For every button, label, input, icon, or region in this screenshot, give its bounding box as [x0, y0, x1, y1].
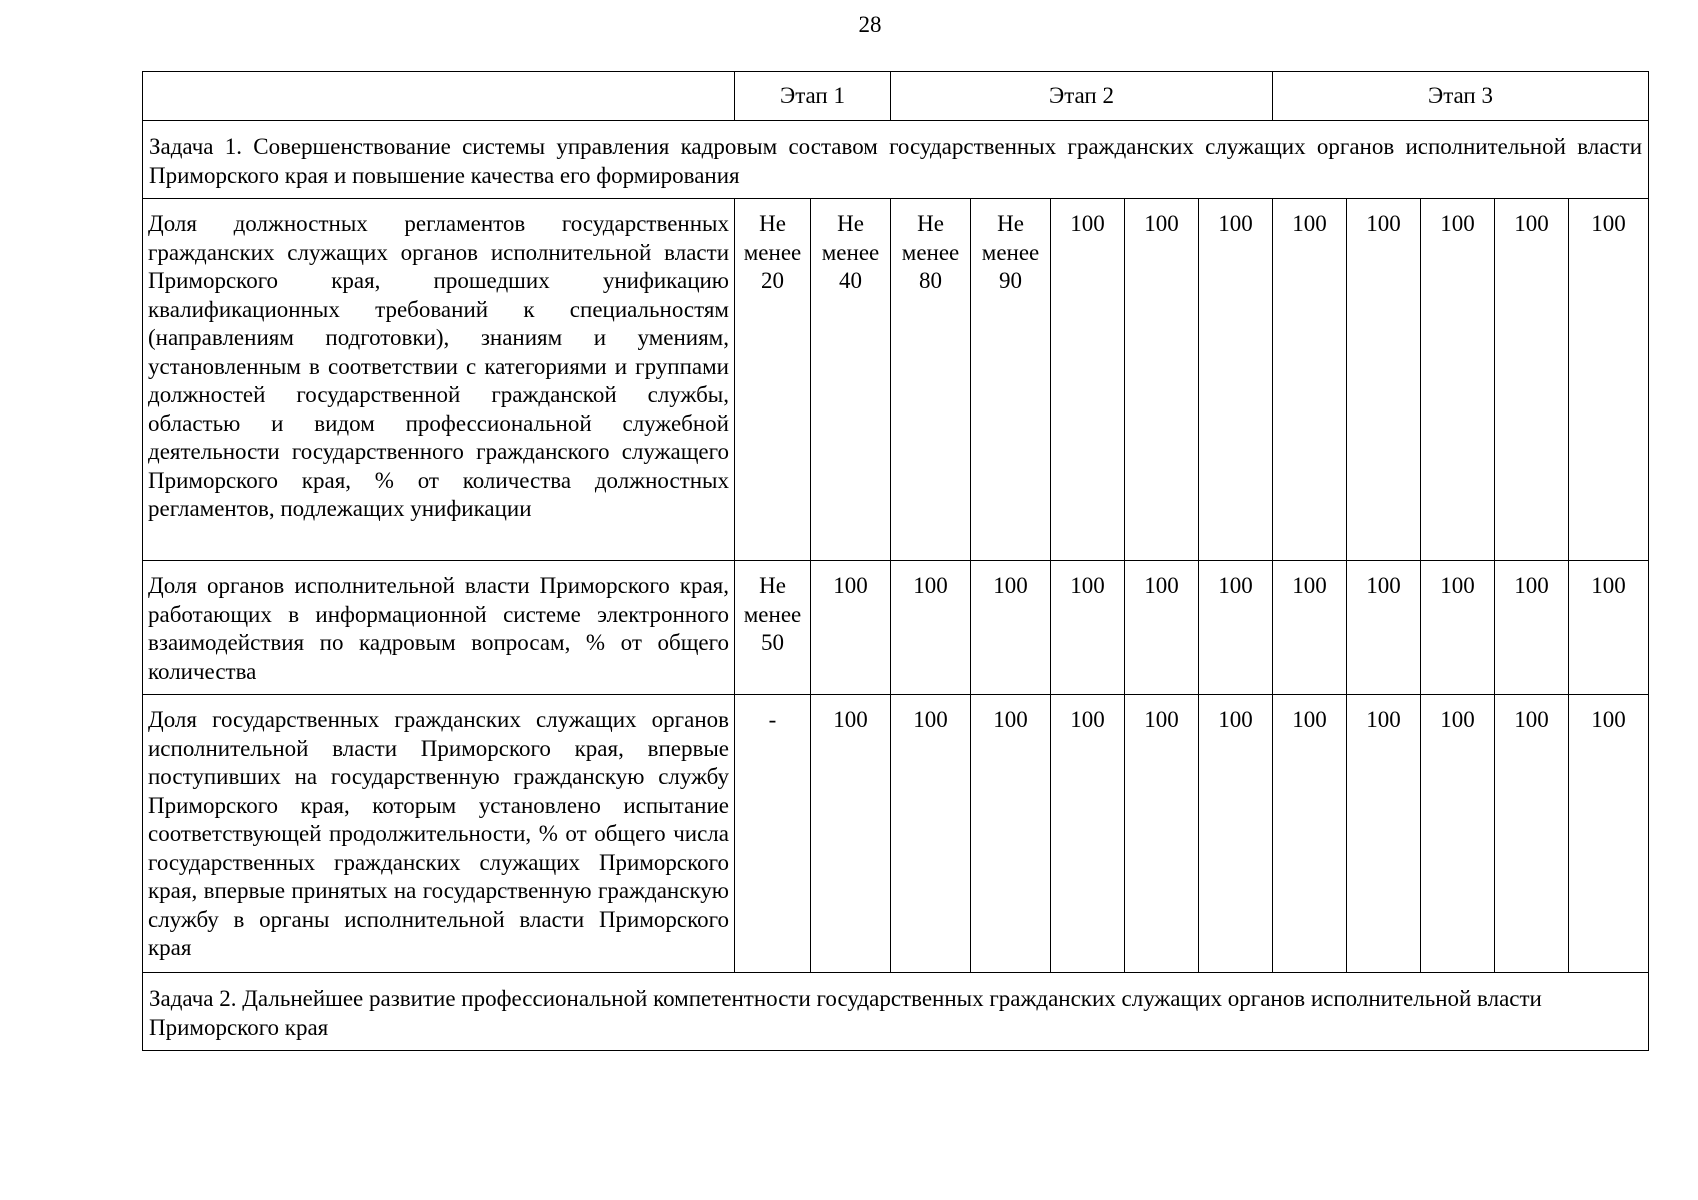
value-cell: - — [735, 695, 811, 973]
value-cell: 100 — [1421, 695, 1495, 973]
value-cell: 100 — [891, 695, 971, 973]
value-cell: 100 — [1569, 561, 1649, 695]
indicators-table — [142, 71, 1649, 1051]
value-cell: 100 — [1495, 199, 1569, 561]
page-number: 28 — [858, 12, 882, 37]
value-cell: 100 — [1569, 695, 1649, 973]
value-cell: 100 — [1347, 695, 1421, 973]
task-1-row — [143, 121, 1649, 199]
value-cell: 100 — [1421, 561, 1495, 695]
value-cell: 100 — [1495, 561, 1569, 695]
value-cell: 100 — [1273, 561, 1347, 695]
value-cell: 100 — [1199, 561, 1273, 695]
value-cell: 100 — [1125, 199, 1199, 561]
value-cell: 100 — [1125, 561, 1199, 695]
indicator-2-description: Доля органов исполнительной власти Приморского края, работающих в информационной системе электронного взаимодействия по кадровым вопросам, % от общего количества — [143, 561, 735, 695]
value-cell: 100 — [1421, 199, 1495, 561]
value-cell: 100 — [1051, 199, 1125, 561]
value-cell: 100 — [891, 561, 971, 695]
header-row — [143, 72, 1649, 121]
value-cell: 100 — [1051, 695, 1125, 973]
value-cell: 100 — [1347, 199, 1421, 561]
indicator-3-description: Доля государственных гражданских служащих органов исполнительной власти Приморского края, впервые поступивших на государственную гражданскую службу Приморского края, которым установлено испытание соответствующей продолжительности, % от общего числа государственных гражданских служащих Приморского края, впервые принятых на государственную гражданскую службу в органы исполнительной власти Приморского края — [143, 695, 735, 973]
value-cell: Не менее 40 — [811, 199, 891, 561]
value-cell: 100 — [811, 561, 891, 695]
header-empty-cell — [143, 72, 735, 121]
header-stage-2: Этап 2 — [891, 72, 1273, 121]
task-1-text: Задача 1. Совершенствование системы управления кадровым составом государственных гражданских служащих органов исполнительной власти Приморского края и повышение качества его формирования — [143, 121, 1649, 199]
indicator-row-2 — [143, 561, 1649, 695]
value-cell: Не менее 20 — [735, 199, 811, 561]
value-cell: Не менее 50 — [735, 561, 811, 695]
value-cell: Не менее 90 — [971, 199, 1051, 561]
indicator-row-1 — [143, 199, 1649, 561]
indicator-row-3 — [143, 695, 1649, 973]
value-cell: 100 — [1495, 695, 1569, 973]
value-cell: 100 — [971, 561, 1051, 695]
value-cell: 100 — [1273, 199, 1347, 561]
header-stage-1: Этап 1 — [735, 72, 891, 121]
value-cell: 100 — [1569, 199, 1649, 561]
header-stage-3: Этап 3 — [1273, 72, 1649, 121]
value-cell: 100 — [1051, 561, 1125, 695]
value-cell: Не менее 80 — [891, 199, 971, 561]
value-cell: 100 — [811, 695, 891, 973]
value-cell: 100 — [1199, 695, 1273, 973]
task-2-row — [143, 973, 1649, 1051]
value-cell: 100 — [1347, 561, 1421, 695]
indicator-1-description: Доля должностных регламентов государственных гражданских служащих органов исполнительной власти Приморского края, прошедших унификацию квалификационных требований к специальностям (направлениям подготовки), знаниям и умениям, установленным в соответствии с категориями и группами должностей государственной гражданской службы, областью и видом профессиональной служебной деятельности государственного гражданского служащего Приморского края, % от количества должностных регламентов, подлежащих унификации — [143, 199, 735, 561]
value-cell: 100 — [1199, 199, 1273, 561]
value-cell: 100 — [1125, 695, 1199, 973]
task-2-text: Задача 2. Дальнейшее развитие профессиональной компетентности государственных гражданских служащих органов исполнительной власти Приморского края — [143, 973, 1649, 1051]
value-cell: 100 — [1273, 695, 1347, 973]
value-cell: 100 — [971, 695, 1051, 973]
